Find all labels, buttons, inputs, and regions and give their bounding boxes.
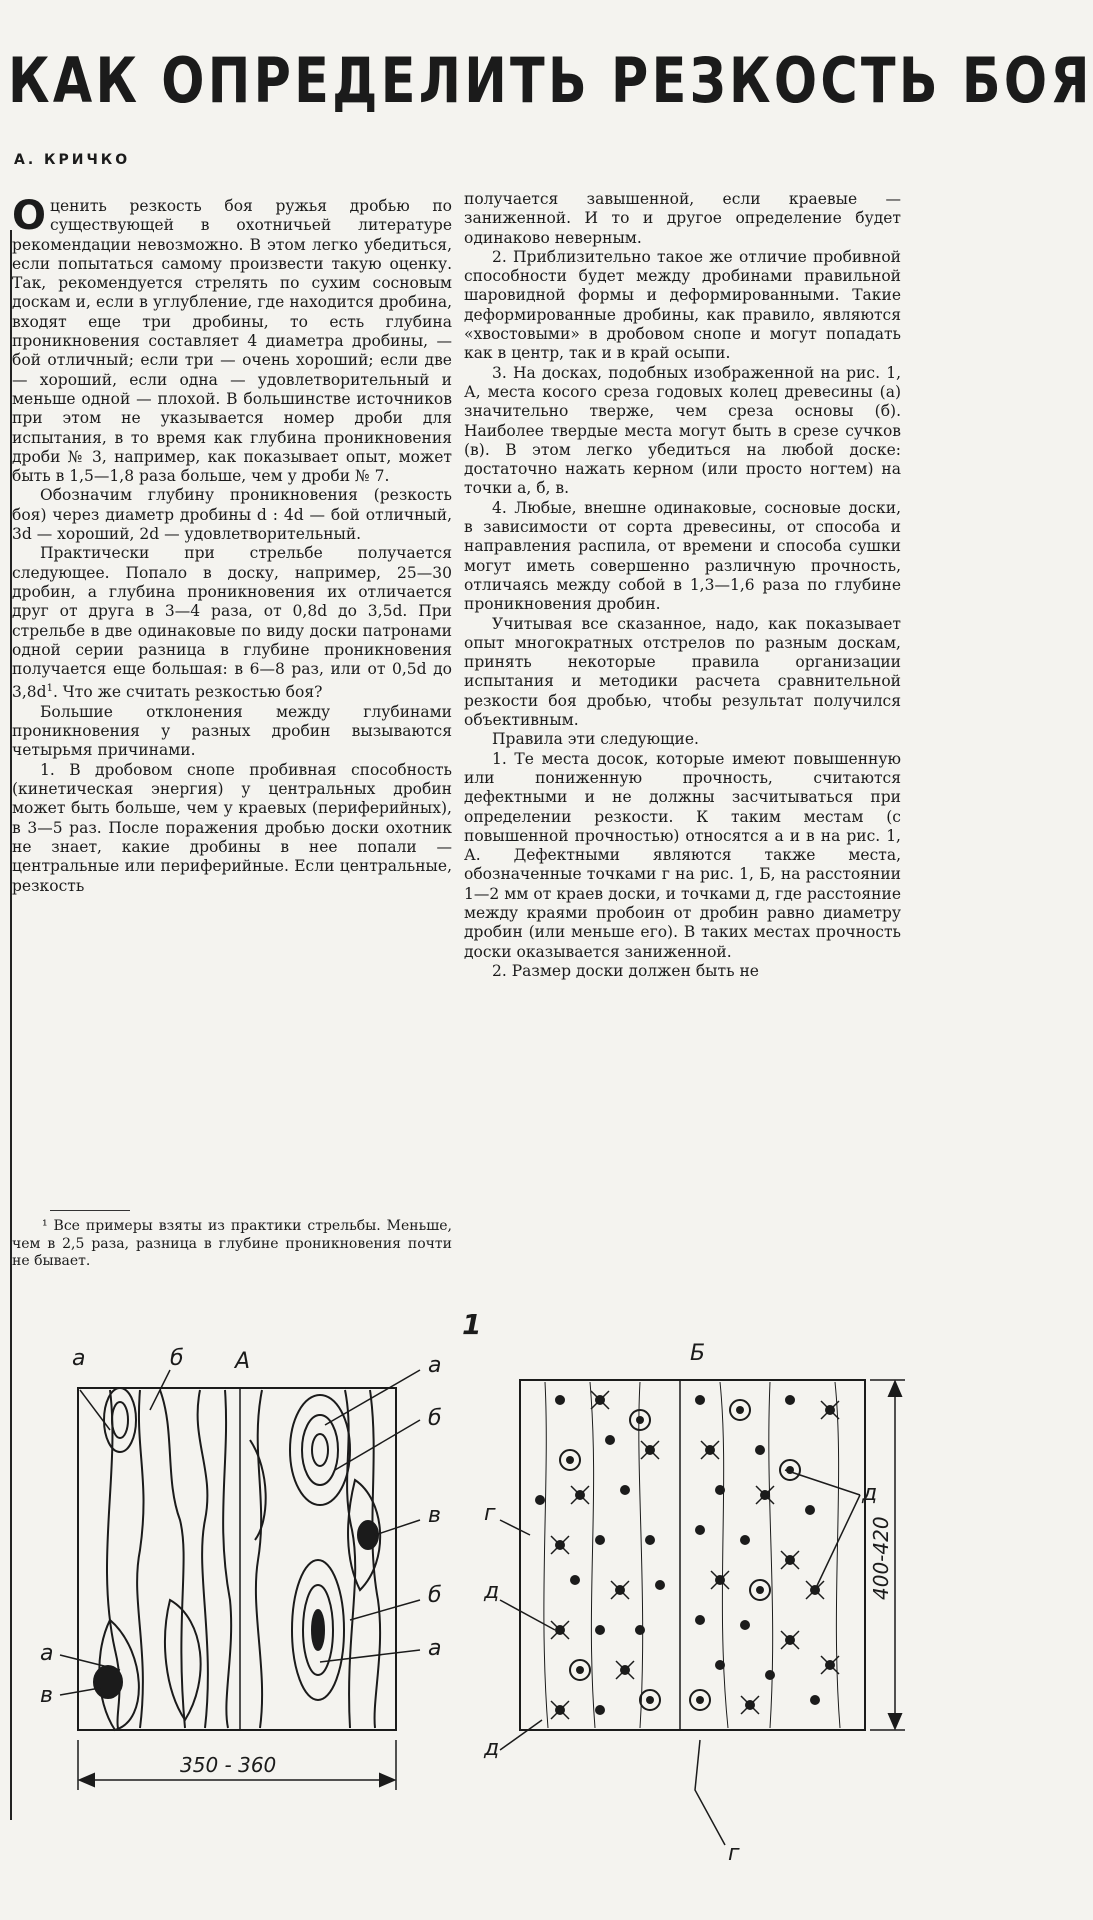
paragraph: 3. На досках, подобных изображенной на рис. 1, А, места косого среза годовых колец древесины (а) значительно тверже, чем среза основы (б). Наиболее твердые места могут быть в срезе сучков (в). В этом легко убедиться на любой доске: достаточно нажать керном (или просто ногтем) на точки а, б, в.: [464, 363, 901, 498]
crossed-shot-hole: [616, 1661, 634, 1679]
crossed-shot-hole: [711, 1571, 729, 1589]
width-dimension: 350 - 360: [180, 1753, 277, 1777]
shot-hole: [535, 1495, 545, 1505]
label-b: б: [428, 1583, 442, 1608]
crossed-shot-hole: [821, 1656, 839, 1674]
shot-hole: [765, 1670, 775, 1680]
label-b: б: [428, 1406, 442, 1431]
shot-hole: [620, 1485, 630, 1495]
shot-hole: [695, 1525, 705, 1535]
paragraph: 1. Те места досок, которые имеют повышенную или пониженную прочность, считаются дефектными и не должны засчитываться при определении резкости. К таким местам (с повышенной прочностью) относятся а и в на рис. 1, А. Дефектными являются также места, обозначенные точками г на рис. 1, Б, на расстоянии 1—2 мм от краев доски, и точками д, где расстояние между краями пробоин от дробин равно диаметру дробин (или меньше его). В таких местах прочность доски оказывается заниженной.: [464, 749, 901, 961]
crossed-shot-hole: [591, 1391, 609, 1409]
paragraph: Практически при стрельбе получается следующее. Попало в доску, например, 25—30 дробин, а глубина проникновения их отличается друг от друга в 3—4 раза, от 0,8d до 3,5d. При стрельбе в две одинаковые по виду доски патронами одной серии разница в глубине проникновения получается еще большая: в 6—8 раз, или от 0,5d до $3,8d^1$. Что же считать резкостью боя?: [12, 544, 452, 702]
shot-hole: [635, 1625, 645, 1635]
footnote-ref: 1: [46, 683, 53, 695]
paragraph: 2. Приблизительно такое же отличие пробивной способности будет между дробинами правильной шаровидной формы и деформированными. Такие деформированные дробины, как правило, являются «хвостовыми» в дробовом снопе и могут попадать как в центр, так и в край осыпи.: [464, 247, 901, 363]
label-d: д: [484, 1736, 500, 1761]
paragraph-intro: Оценить резкость боя ружья дробью по существующей в охотничьей литературе рекомендации невозможно. В этом легко убедиться, если попытаться самому произвести такую оценку. Так, рекомендуется стрелять по сухим сосновым доскам и, если в углубление, где находится дробина, входят еще три дробины, то есть глубина проникновения составляет 4 диаметра дробины, — бой отличный; если три — очень хороший; если две — хороший, если одна — удовлетворительный и меньше одной — плохой. В большинстве источников при этом не указывается номер дроби для испытания, в то время как глубина проникновения дроби № 3, например, как показывает опыт, может быть в 1,5—1,8 раза больше, чем у дроби № 7.: [12, 193, 452, 486]
paragraph: Большие отклонения между глубинами проникновения у разных дробин вызываются четырьмя причинами.: [12, 702, 452, 760]
shot-hole: [570, 1575, 580, 1585]
shot-hole: [755, 1445, 765, 1455]
crossed-shot-hole: [781, 1551, 799, 1569]
shot-hole: [715, 1485, 725, 1495]
shot-hole: [785, 1395, 795, 1405]
article-title: КАК ОПРЕДЕЛИТЬ РЕЗКОСТЬ БОЯ: [8, 44, 1093, 117]
ringed-shot-hole: [730, 1400, 750, 1420]
ringed-shot-hole: [630, 1410, 650, 1430]
label-a: а: [72, 1346, 86, 1371]
paragraph: 2. Размер доски должен быть не: [492, 961, 759, 980]
label-v: в: [40, 1683, 53, 1708]
label-a: а: [40, 1641, 54, 1666]
label-a: а: [428, 1353, 442, 1378]
label-v: в: [428, 1503, 441, 1528]
crossed-shot-hole: [806, 1581, 824, 1599]
label-a: а: [428, 1636, 442, 1661]
crossed-shot-hole: [756, 1486, 774, 1504]
paragraph: Правила эти следующие.: [492, 730, 699, 749]
ringed-shot-hole: [560, 1450, 580, 1470]
shot-hole: [595, 1705, 605, 1715]
shot-hole: [695, 1395, 705, 1405]
panel-a-label: А: [235, 1349, 251, 1374]
ringed-shot-hole: [570, 1660, 590, 1680]
drop-cap: О: [12, 193, 47, 239]
crossed-shot-hole: [551, 1701, 569, 1719]
crossed-shot-hole: [741, 1696, 759, 1714]
shot-hole: [605, 1435, 615, 1445]
panel-b-label: Б: [690, 1341, 706, 1366]
board-b-outline: [520, 1380, 865, 1730]
label-g: г: [728, 1841, 740, 1866]
label-g: г: [484, 1501, 496, 1526]
shot-hole: [805, 1505, 815, 1515]
label-d: д: [862, 1481, 878, 1506]
shot-hole: [695, 1615, 705, 1625]
shot-hole: [645, 1535, 655, 1545]
paragraph: получается завышенной, если краевые — заниженной. И то и другое определение будет одинаково неверным.: [464, 190, 901, 247]
shot-holes: [535, 1391, 839, 1719]
figure-number: 1: [462, 1308, 482, 1341]
crossed-shot-hole: [551, 1536, 569, 1554]
paragraph: 4. Любые, внешне одинаковые, сосновые доски, в зависимости от сорта древесины, от способа и направления распила, от времени и способа сушки могут иметь совершенно различную прочность, отличаясь между собой в 1,3—1,6 раза по глубине проникновения дробин.: [464, 498, 901, 614]
shot-hole: [595, 1625, 605, 1635]
crossed-shot-hole: [611, 1581, 629, 1599]
article-author: А. КРИЧКО: [14, 152, 131, 168]
label-d: д: [484, 1579, 500, 1604]
crossed-shot-hole: [781, 1631, 799, 1649]
shot-hole: [740, 1535, 750, 1545]
shot-hole: [555, 1395, 565, 1405]
ringed-shot-hole: [780, 1460, 800, 1480]
crossed-shot-hole: [641, 1441, 659, 1459]
ringed-shot-hole: [640, 1690, 660, 1710]
crossed-shot-hole: [571, 1486, 589, 1504]
height-dimension: 400-420: [869, 1516, 893, 1600]
shot-hole: [715, 1660, 725, 1670]
ringed-shot-hole: [750, 1580, 770, 1600]
shot-hole: [595, 1535, 605, 1545]
paragraph: Обозначим глубину проникновения (резкость боя) через диаметр дробины d : 4d — бой отличный, 3d — хороший, 2d — удовлетворительный.: [12, 486, 452, 544]
footnote: ¹ Все примеры взяты из практики стрельбы. Меньше, чем в 2,5 раза, разница в глубине проникновения почти не бывает.: [12, 1218, 452, 1269]
paragraph: Учитывая все сказанное, надо, как показывает опыт многократных отстрелов по разным доскам, принять некоторые правила организации испытания и методики расчета сравнительной резкости боя дробью, чтобы результат получился объективным.: [464, 614, 901, 730]
ringed-shot-hole: [690, 1690, 710, 1710]
shot-hole: [655, 1580, 665, 1590]
shot-hole: [810, 1695, 820, 1705]
crossed-shot-hole: [701, 1441, 719, 1459]
paragraph: 1. В дробовом снопе пробивная способность (кинетическая энергия) у центральных дробин может быть больше, чем у краевых (периферийных), в 3—5 раз. После поражения дробью доски охотник не знает, какие дробины в нее попали — центральные или периферийные. Если центральные, резкость: [12, 760, 452, 895]
shot-hole: [740, 1620, 750, 1630]
crossed-shot-hole: [821, 1401, 839, 1419]
label-b: б: [170, 1346, 184, 1371]
